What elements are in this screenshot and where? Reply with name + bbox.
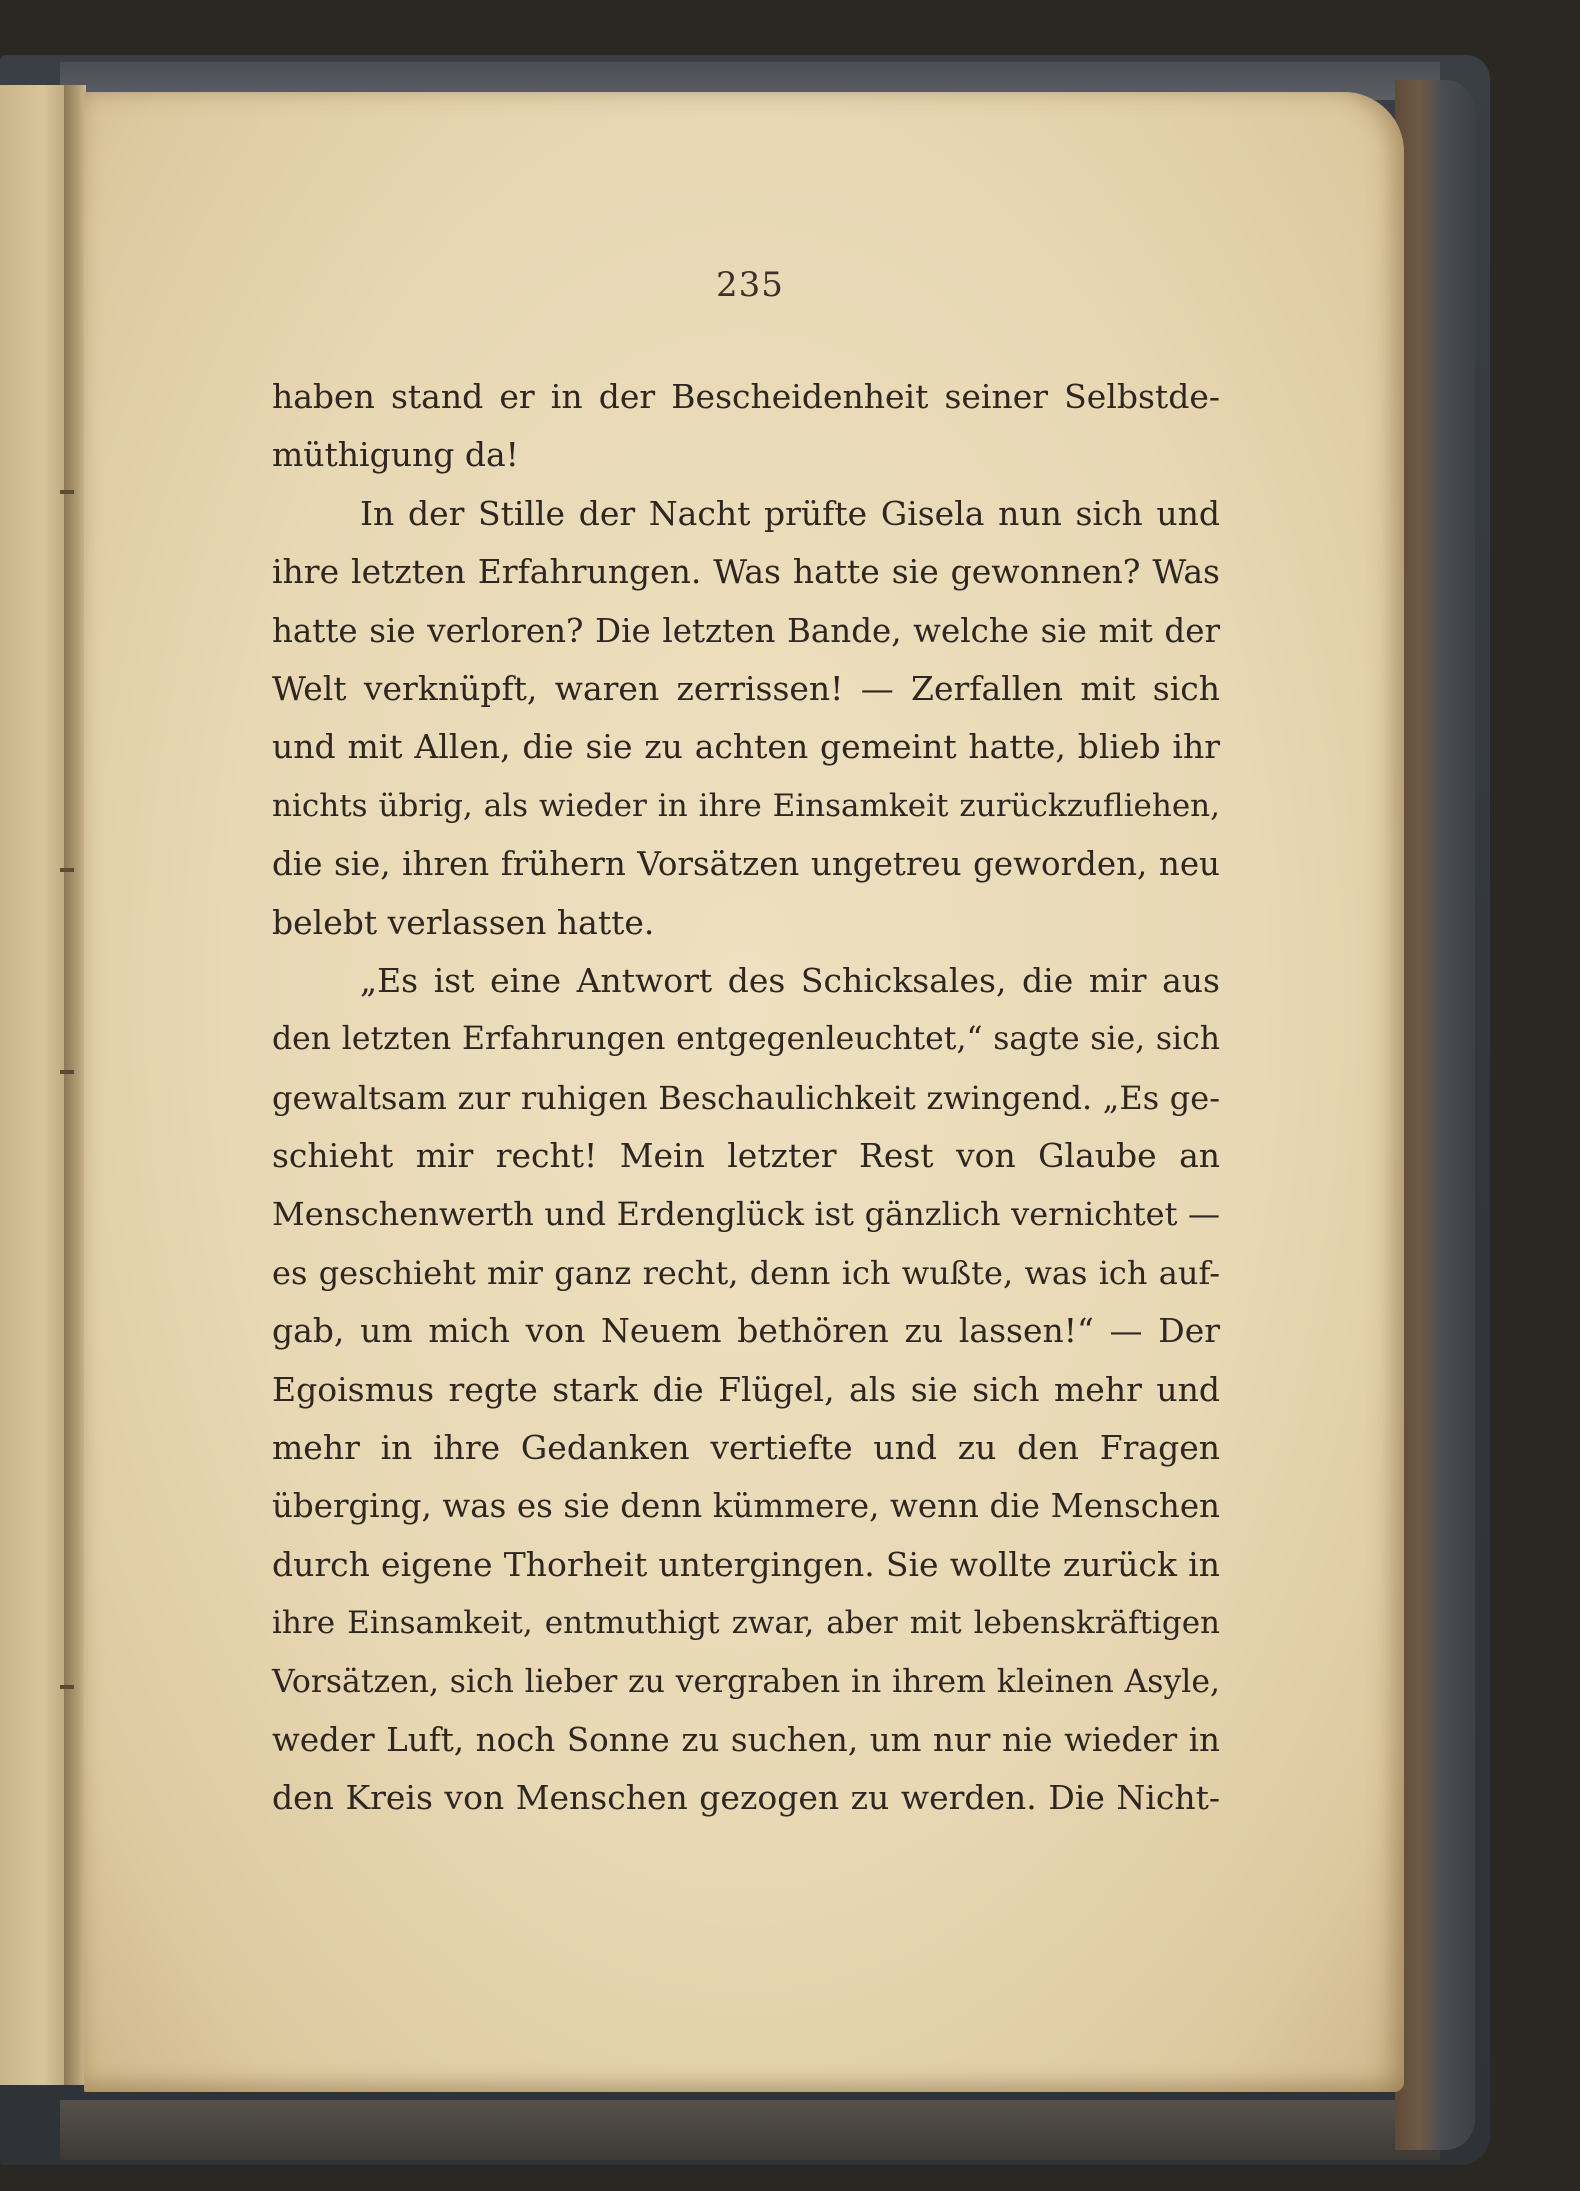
text-line: nichts übrig, als wieder in ihre Einsamkeit zurückzufliehen, — [272, 787, 1220, 824]
text-line: haben stand er in der Bescheidenheit seiner Selbstde- — [272, 377, 1220, 416]
text-line: müthigung da! — [272, 435, 519, 475]
text-line: ihre Einsamkeit, entmuthigt zwar, aber mit lebenskräftigen — [272, 1605, 1220, 1642]
text-line: es geschieht mir ganz recht, denn ich wußte, was ich auf- — [272, 1253, 1220, 1292]
text-line: hatte sie verloren? Die letzten Bande, welche sie mit der — [272, 611, 1220, 650]
text-line: die sie, ihren frühern Vorsätzen ungetreu geworden, neu — [272, 845, 1220, 884]
text-line: Egoismus regte stark die Flügel, als sie sich mehr und — [272, 1369, 1220, 1409]
text-line: durch eigene Thorheit untergingen. Sie wollte zurück in — [272, 1544, 1220, 1584]
text-line: Welt verknüpft, waren zerrissen! — Zerfallen mit sich — [272, 668, 1220, 708]
text-line: „Es ist eine Antwort des Schicksales, die mir aus — [360, 960, 1220, 1000]
text-line: weder Luft, noch Sonne zu suchen, um nur nie wieder in — [272, 1720, 1220, 1759]
text-line: gewaltsam zur ruhigen Beschaulichkeit zwingend. „Es ge- — [272, 1078, 1220, 1117]
text-line: In der Stille der Nacht prüfte Gisela nun sich und — [360, 493, 1220, 533]
text-line: ihre letzten Erfahrungen. Was hatte sie gewonnen? Was — [272, 552, 1220, 592]
binding-mark — [60, 490, 74, 494]
cover-edge-right — [1395, 80, 1475, 2150]
page-text — [272, 368, 1220, 1828]
cover-edge-bottom — [60, 2100, 1440, 2160]
binding-mark — [60, 1070, 74, 1074]
text-line: überging, was es sie denn kümmere, wenn die Menschen — [272, 1487, 1220, 1526]
text-line: und mit Allen, die sie zu achten gemeint hatte, blieb ihr — [272, 727, 1220, 767]
left-facing-page — [0, 85, 72, 2085]
page-number: 235 — [716, 265, 784, 305]
binding-mark — [60, 1685, 74, 1689]
text-line: belebt verlassen hatte. — [272, 902, 655, 942]
text-line: gab, um mich von Neuem bethören zu lassen!“ — Der — [272, 1311, 1220, 1351]
binding-mark — [60, 868, 74, 872]
text-line: den letzten Erfahrungen entgegenleuchtet,“ sagte sie, sich — [272, 1021, 1220, 1058]
text-line: mehr in ihre Gedanken vertiefte und zu den Fragen — [272, 1428, 1220, 1468]
text-line: Menschenwerth und Erdenglück ist gänzlich vernichtet — — [272, 1195, 1220, 1234]
text-line: schieht mir recht! Mein letzter Rest von Glaube an — [272, 1136, 1220, 1176]
book-gutter — [64, 85, 86, 2085]
text-line: den Kreis von Menschen gezogen zu werden. Die Nicht- — [272, 1778, 1220, 1818]
text-line: Vorsätzen, sich lieber zu vergraben in ihrem kleinen Asyle, — [272, 1663, 1220, 1700]
